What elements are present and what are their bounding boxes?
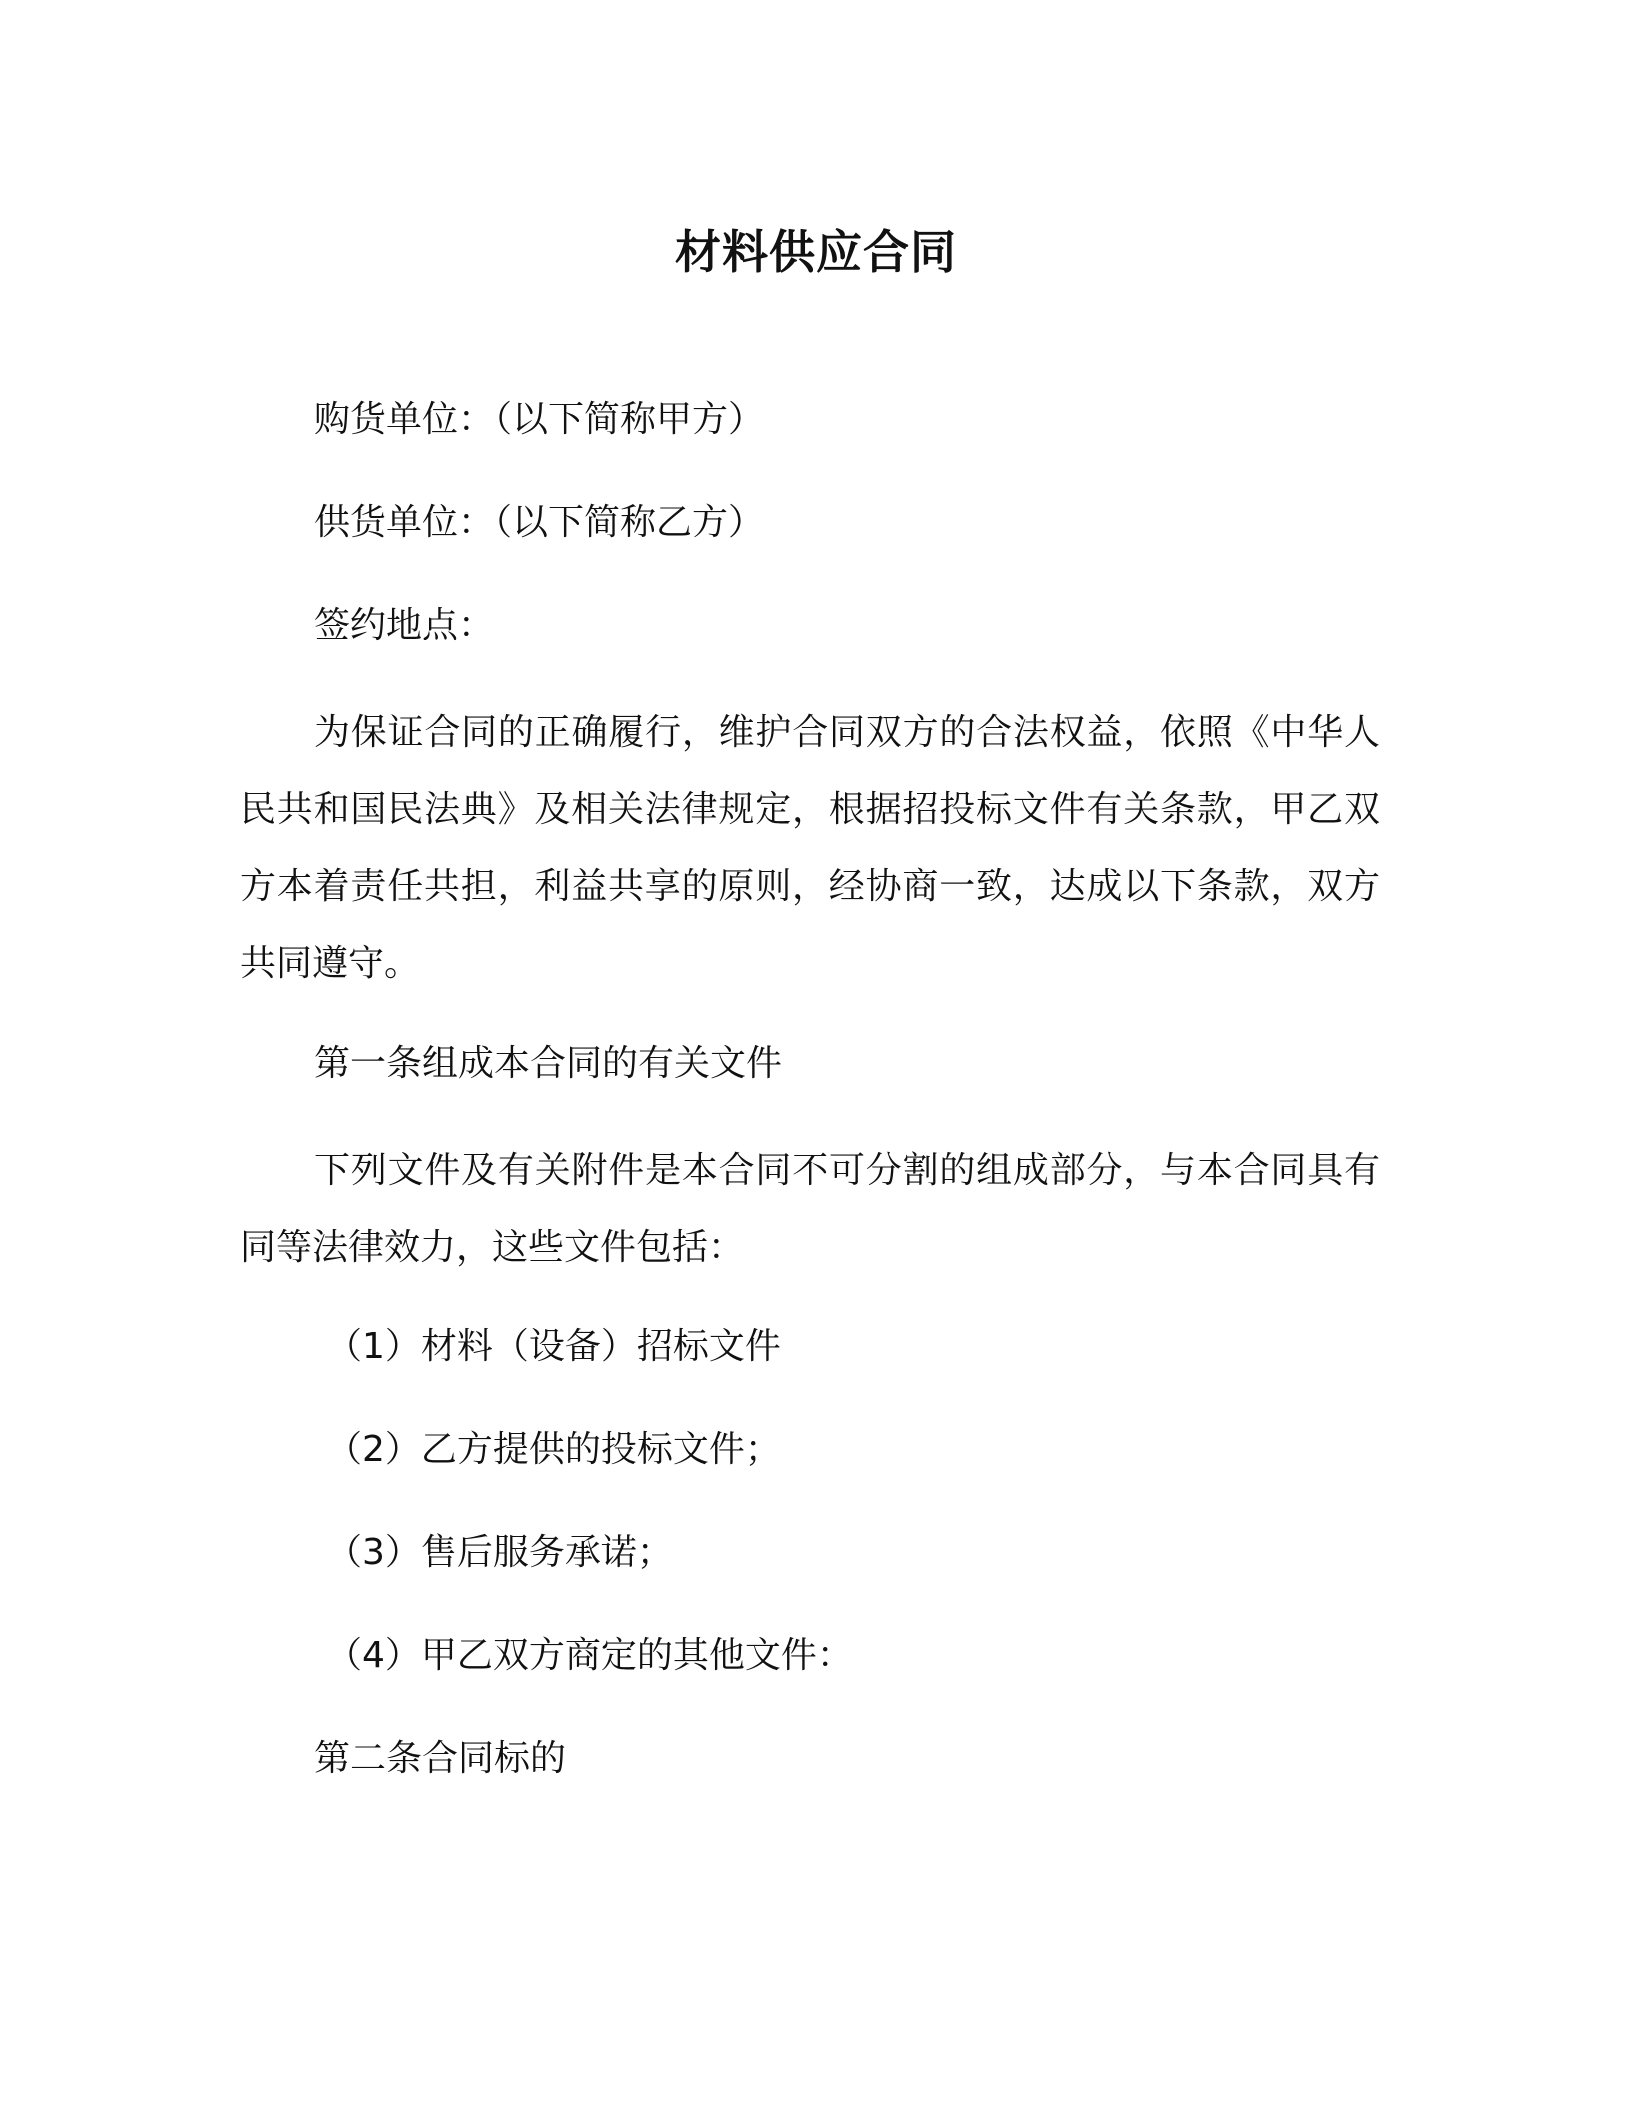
article-1-heading: 第一条组成本合同的有关文件	[314, 1043, 783, 1084]
article-1-item-2: （2）乙方提供的投标文件；	[326, 1429, 781, 1470]
supplier-line: 供货单位：（以下简称乙方）	[314, 502, 765, 543]
preamble-paragraph: 为保证合同的正确履行，维护合同双方的合法权益，依照《中华人民共和国民法典》及相关法律规定，根据招投标文件有关条款，甲乙双方本着责任共担，利益共享的原则，经协商一致，达成以下条款，双方共同遵守。	[240, 712, 1380, 984]
signing-location-line: 签约地点：	[314, 605, 495, 646]
buyer-line: 购货单位：（以下简称甲方）	[314, 399, 765, 440]
article-1-item-3: （3）售后服务承诺；	[326, 1532, 673, 1573]
article-1-item-4: （4）甲乙双方商定的其他文件：	[326, 1635, 853, 1676]
article-1-item-1: （1）材料（设备）招标文件	[326, 1326, 781, 1367]
document-title: 材料供应合同	[675, 225, 957, 279]
article-1-body: 下列文件及有关附件是本合同不可分割的组成部分，与本合同具有同等法律效力，这些文件包括：	[240, 1150, 1380, 1268]
article-2-heading: 第二条合同标的	[314, 1738, 567, 1779]
